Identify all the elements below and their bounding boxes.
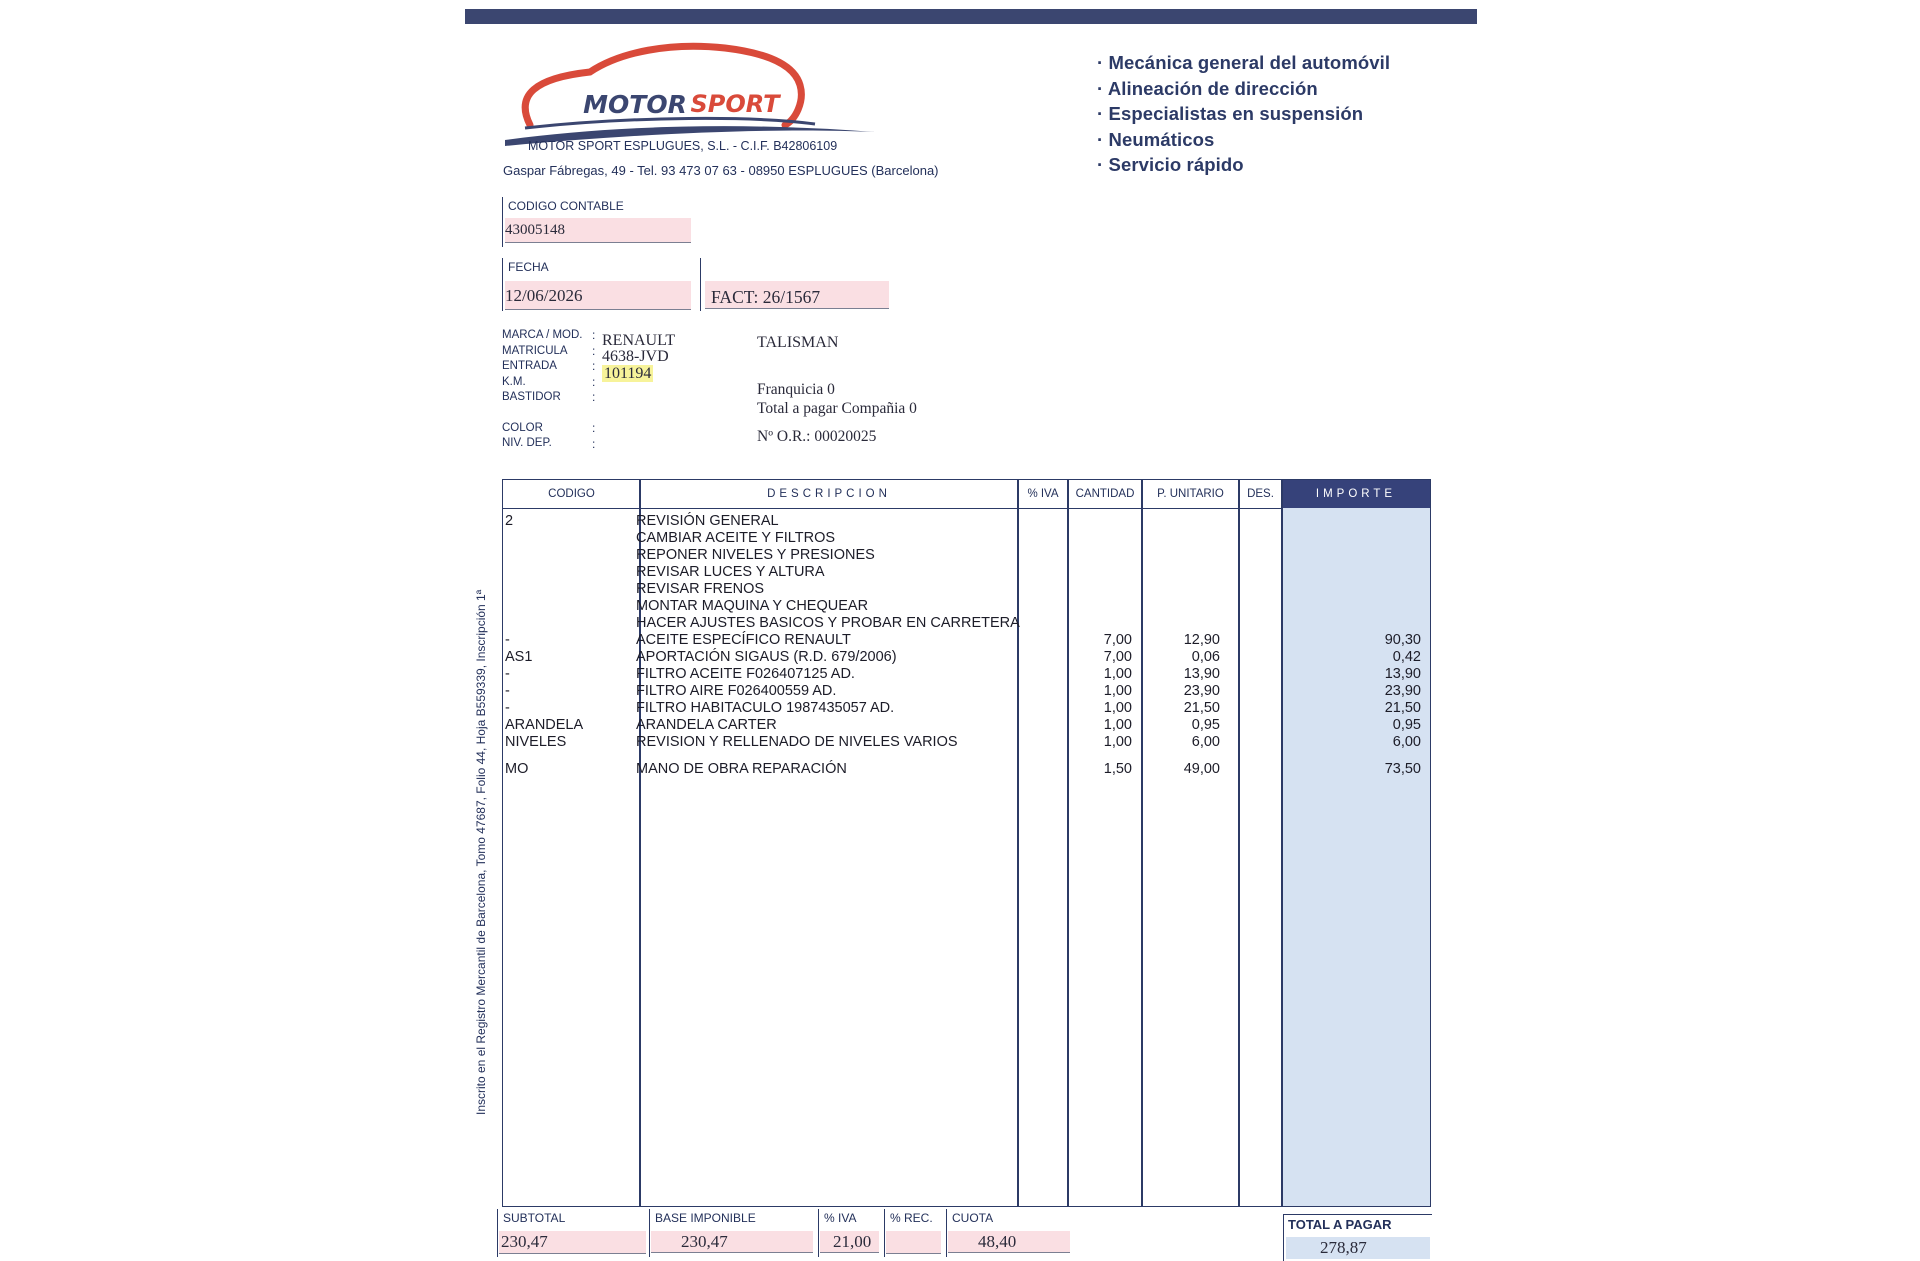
total-box — [1283, 1214, 1432, 1261]
descripcion-header: DESCRIPCION — [640, 480, 1018, 509]
des-header: DES. — [1239, 480, 1282, 509]
account-code-label: CODIGO CONTABLE — [508, 199, 624, 213]
row-codigo: - — [505, 683, 510, 699]
row-descripcion: APORTACIÓN SIGAUS (R.D. 679/2006) — [636, 649, 897, 665]
vehicle-model: TALISMAN — [757, 334, 839, 351]
label-niv-dep: NIV. DEP. — [502, 437, 552, 449]
service-item: · Especialistas en suspensión — [1097, 101, 1390, 127]
row-descripcion: HACER AJUSTES BASICOS Y PROBAR EN CARRETERA — [636, 615, 1020, 631]
vehicle-colons: : : : : : : : — [592, 328, 596, 451]
service-item: · Mecánica general del automóvil — [1097, 50, 1390, 76]
row-importe: 23,90 — [1384, 683, 1421, 699]
base-imponible-label: BASE IMPONIBLE — [655, 1211, 756, 1225]
motor-sport-logo — [495, 40, 885, 150]
table-row — [503, 734, 1430, 751]
subtotal-box — [497, 1209, 646, 1257]
total-compania: Total a pagar Compañia 0 — [757, 400, 917, 417]
row-codigo: NIVELES — [505, 734, 567, 750]
table-row — [503, 513, 1430, 530]
row-cantidad: 1,00 — [1103, 717, 1132, 733]
date-label: FECHA — [508, 260, 549, 274]
service-item: · Servicio rápido — [1097, 152, 1390, 178]
row-descripcion: FILTRO ACEITE F026407125 AD. — [636, 666, 855, 682]
codigo-header: CODIGO — [503, 480, 640, 509]
row-descripcion: CAMBIAR ACEITE Y FILTROS — [636, 530, 836, 546]
rec-value — [886, 1231, 941, 1254]
row-punitario: 13,90 — [1183, 666, 1220, 682]
subtotal-value: 230,47 — [499, 1231, 646, 1254]
account-code-box — [502, 197, 693, 247]
row-codigo: - — [505, 700, 510, 716]
table-row — [503, 649, 1430, 666]
table-row — [503, 632, 1430, 649]
row-cantidad: 1,00 — [1103, 734, 1132, 750]
punitario-header: P. UNITARIO — [1142, 480, 1239, 509]
row-importe: 6,00 — [1392, 734, 1421, 750]
row-codigo: ARANDELA — [505, 717, 584, 733]
or-number: Nº O.R.: 00020025 — [757, 428, 877, 445]
row-punitario: 0,06 — [1191, 649, 1220, 665]
row-importe: 0,95 — [1392, 717, 1421, 733]
table-row — [503, 530, 1430, 547]
registry-note: Inscrito en el Registro Mercantil de Barcelona, Tomo 47687, Folio 44, Hoja B559339, Inscripción 1ª — [474, 589, 488, 1115]
vehicle-labels — [502, 328, 583, 452]
service-item: · Neumáticos — [1097, 127, 1390, 153]
cuota-label: CUOTA — [952, 1211, 994, 1225]
rec-box — [884, 1209, 943, 1257]
row-descripcion: FILTRO AIRE F026400559 AD. — [636, 683, 837, 699]
table-row — [503, 564, 1430, 581]
row-importe: 73,50 — [1384, 761, 1421, 777]
base-imponible-box — [649, 1209, 815, 1257]
row-codigo: - — [505, 666, 510, 682]
importe-header: IMPORTE — [1282, 480, 1430, 508]
row-importe: 13,90 — [1384, 666, 1421, 682]
account-code-value: 43005148 — [505, 218, 691, 243]
iva-header: % IVA — [1018, 480, 1068, 509]
franquicia: Franquicia 0 — [757, 381, 835, 398]
row-codigo: MO — [505, 761, 529, 777]
row-descripcion: REVISION Y RELLENADO DE NIVELES VARIOS — [636, 734, 958, 750]
row-codigo: 2 — [505, 513, 514, 529]
base-imponible-value: 230,47 — [651, 1231, 813, 1253]
table-row — [503, 547, 1430, 564]
table-row — [503, 598, 1430, 615]
row-cantidad: 7,00 — [1103, 632, 1132, 648]
label-km: K.M. — [502, 375, 526, 388]
row-codigo: AS1 — [505, 649, 533, 665]
iva-label: % IVA — [824, 1211, 857, 1225]
table-row — [503, 700, 1430, 717]
table-row — [503, 666, 1430, 683]
services-list — [1097, 50, 1390, 178]
logo-text-sport: SPORT — [690, 90, 780, 118]
row-descripcion: MONTAR MAQUINA Y CHEQUEAR — [636, 598, 869, 614]
label-color: COLOR — [502, 421, 543, 434]
row-punitario: 6,00 — [1191, 734, 1220, 750]
table-row — [503, 717, 1430, 734]
company-line: MOTOR SPORT ESPLUGUES, S.L. - C.I.F. B42806109 — [528, 139, 838, 153]
row-importe: 0,42 — [1392, 649, 1421, 665]
row-importe: 90,30 — [1384, 632, 1421, 648]
label-bastidor: BASTIDOR — [502, 391, 561, 403]
row-cantidad: 1,50 — [1103, 761, 1132, 777]
table-row — [503, 615, 1430, 632]
top-banner-bar — [465, 9, 1477, 24]
subtotal-label: SUBTOTAL — [503, 1211, 566, 1225]
date-value: 12/06/2026 — [505, 281, 691, 310]
vehicle-km: 101194 — [604, 365, 652, 382]
row-cantidad: 1,00 — [1103, 700, 1132, 716]
invoice-number-value: FACT: 26/1567 — [705, 281, 889, 309]
table-row — [503, 683, 1430, 700]
row-importe: 21,50 — [1384, 700, 1421, 716]
total-value: 278,87 — [1286, 1237, 1430, 1259]
row-descripcion: FILTRO HABITACULO 1987435057 AD. — [636, 700, 895, 716]
logo-text-motor: MOTOR — [583, 90, 687, 119]
row-descripcion: MANO DE OBRA REPARACIÓN — [636, 761, 847, 777]
vehicle-plate: 4638-JVD — [602, 347, 669, 365]
row-cantidad: 1,00 — [1103, 683, 1132, 699]
table-row — [503, 581, 1430, 598]
row-codigo: - — [505, 632, 510, 648]
row-descripcion: REVISAR FRENOS — [636, 581, 765, 597]
row-descripcion: REPONER NIVELES Y PRESIONES — [636, 547, 875, 563]
row-punitario: 23,90 — [1183, 683, 1220, 699]
row-descripcion: REVISIÓN GENERAL — [636, 513, 779, 529]
table-row — [503, 761, 1430, 778]
vehicle-brand: RENAULT — [602, 332, 676, 349]
row-punitario: 0,95 — [1191, 717, 1220, 733]
row-descripcion: ACEITE ESPECÍFICO RENAULT — [636, 632, 851, 648]
invoice-lines-table — [502, 479, 1431, 1207]
iva-box — [818, 1209, 881, 1257]
row-descripcion: ARANDELA CARTER — [636, 717, 777, 733]
row-cantidad: 1,00 — [1103, 666, 1132, 682]
cuota-value: 48,40 — [948, 1231, 1070, 1253]
total-label: TOTAL A PAGAR — [1288, 1217, 1392, 1232]
row-cantidad: 7,00 — [1103, 649, 1132, 665]
row-punitario: 49,00 — [1183, 761, 1220, 777]
service-item: · Alineación de dirección — [1097, 76, 1390, 102]
row-punitario: 12,90 — [1183, 632, 1220, 648]
label-marca: MARCA / MOD. — [502, 329, 583, 341]
address-line: Gaspar Fábregas, 49 - Tel. 93 473 07 63 - 08950 ESPLUGUES (Barcelona) — [503, 163, 939, 178]
label-matricula: MATRICULA — [502, 344, 568, 357]
cuota-box — [946, 1209, 1072, 1257]
iva-value: 21,00 — [820, 1231, 879, 1253]
vehicle-values — [602, 333, 675, 382]
row-descripcion: REVISAR LUCES Y ALTURA — [636, 564, 825, 580]
invoice-number-box — [700, 258, 891, 311]
label-entrada: ENTRADA — [502, 360, 557, 372]
date-box — [502, 258, 693, 311]
rec-label: % REC. — [890, 1211, 933, 1225]
cantidad-header: CANTIDAD — [1068, 480, 1142, 509]
row-punitario: 21,50 — [1183, 700, 1220, 716]
